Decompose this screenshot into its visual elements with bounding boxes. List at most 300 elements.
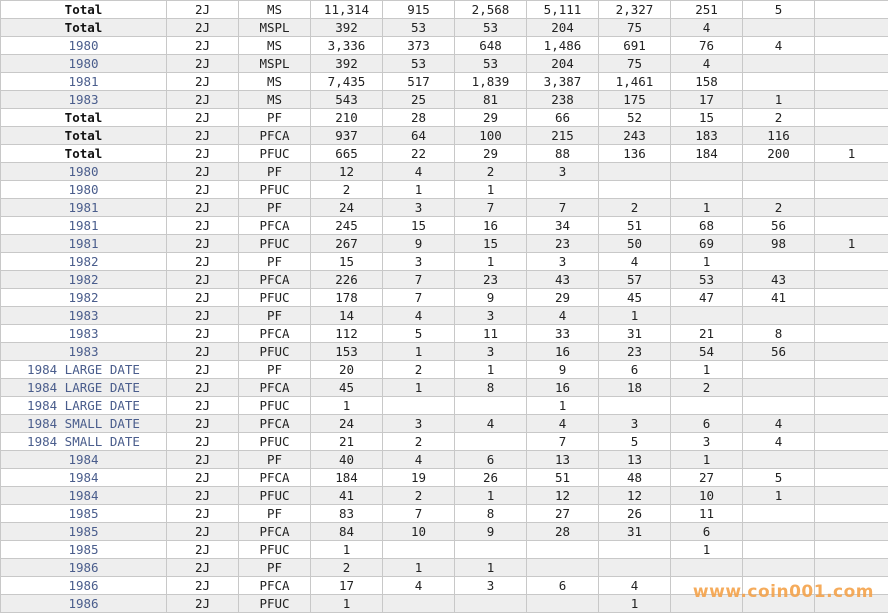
table-cell[interactable] — [743, 361, 815, 379]
table-cell[interactable]: 8 — [455, 379, 527, 397]
table-cell[interactable]: 4 — [527, 307, 599, 325]
table-cell[interactable]: 1983 — [1, 325, 167, 343]
table-cell[interactable]: 13 — [599, 451, 671, 469]
table-cell[interactable]: 175 — [599, 91, 671, 109]
table-cell[interactable] — [671, 559, 743, 577]
table-cell[interactable]: 9 — [383, 235, 455, 253]
table-cell[interactable] — [815, 109, 888, 127]
table-cell[interactable]: PFCA — [239, 379, 311, 397]
table-cell[interactable]: 22 — [383, 145, 455, 163]
table-cell[interactable]: 2J — [167, 199, 239, 217]
table-cell[interactable] — [815, 469, 888, 487]
table-cell[interactable]: PFCA — [239, 217, 311, 235]
table-cell[interactable]: 28 — [383, 109, 455, 127]
table-cell[interactable]: 8 — [455, 505, 527, 523]
table-cell[interactable]: 15 — [383, 217, 455, 235]
table-cell[interactable]: 2J — [167, 253, 239, 271]
table-cell[interactable]: 53 — [455, 55, 527, 73]
table-cell[interactable]: 23 — [527, 235, 599, 253]
table-cell[interactable]: 20 — [311, 361, 383, 379]
table-cell[interactable]: MSPL — [239, 19, 311, 37]
table-cell[interactable]: 204 — [527, 19, 599, 37]
table-cell[interactable]: 31 — [599, 523, 671, 541]
table-cell[interactable]: 226 — [311, 271, 383, 289]
table-cell[interactable]: 200 — [743, 145, 815, 163]
table-cell[interactable] — [815, 289, 888, 307]
table-cell[interactable]: 2J — [167, 541, 239, 559]
table-cell[interactable]: 3 — [455, 307, 527, 325]
table-cell[interactable] — [743, 379, 815, 397]
table-cell[interactable] — [815, 397, 888, 415]
table-cell[interactable]: 158 — [671, 73, 743, 91]
table-cell[interactable]: 4 — [383, 163, 455, 181]
table-cell[interactable]: 3,387 — [527, 73, 599, 91]
table-cell[interactable]: 8 — [743, 325, 815, 343]
table-cell[interactable] — [815, 163, 888, 181]
table-cell[interactable]: 25 — [383, 91, 455, 109]
table-cell[interactable] — [743, 397, 815, 415]
table-cell[interactable]: MS — [239, 1, 311, 19]
table-cell[interactable]: 7 — [383, 271, 455, 289]
table-cell[interactable]: 2J — [167, 577, 239, 595]
table-cell[interactable]: 1985 — [1, 505, 167, 523]
table-cell[interactable]: 16 — [527, 343, 599, 361]
table-cell[interactable]: 1,486 — [527, 37, 599, 55]
table-cell[interactable]: 7 — [455, 199, 527, 217]
table-cell[interactable]: 112 — [311, 325, 383, 343]
table-cell[interactable]: 34 — [527, 217, 599, 235]
table-cell[interactable]: 153 — [311, 343, 383, 361]
table-cell[interactable]: 69 — [671, 235, 743, 253]
table-cell[interactable]: 648 — [455, 37, 527, 55]
table-cell[interactable]: PFUC — [239, 595, 311, 613]
table-cell[interactable]: 1 — [743, 91, 815, 109]
table-cell[interactable]: 204 — [527, 55, 599, 73]
table-cell[interactable]: 2J — [167, 37, 239, 55]
table-cell[interactable] — [383, 397, 455, 415]
table-cell[interactable]: 2,568 — [455, 1, 527, 19]
table-cell[interactable]: 27 — [671, 469, 743, 487]
table-cell[interactable]: 1984 LARGE DATE — [1, 379, 167, 397]
table-cell[interactable]: 64 — [383, 127, 455, 145]
table-cell[interactable]: 1981 — [1, 73, 167, 91]
table-cell[interactable]: 3,336 — [311, 37, 383, 55]
table-cell[interactable]: 4 — [383, 451, 455, 469]
table-cell[interactable]: 392 — [311, 55, 383, 73]
table-cell[interactable]: 68 — [671, 217, 743, 235]
table-cell[interactable]: 1984 SMALL DATE — [1, 415, 167, 433]
table-cell[interactable]: 2J — [167, 271, 239, 289]
table-cell[interactable]: 1981 — [1, 217, 167, 235]
table-cell[interactable]: 184 — [671, 145, 743, 163]
table-cell[interactable]: MS — [239, 91, 311, 109]
table-cell[interactable]: 23 — [455, 271, 527, 289]
table-cell[interactable]: 1985 — [1, 523, 167, 541]
table-cell[interactable]: PFUC — [239, 235, 311, 253]
table-cell[interactable]: 2 — [383, 433, 455, 451]
table-cell[interactable]: 215 — [527, 127, 599, 145]
table-cell[interactable]: 1984 — [1, 487, 167, 505]
table-cell[interactable]: 1 — [455, 181, 527, 199]
table-cell[interactable]: 11 — [455, 325, 527, 343]
table-cell[interactable]: 26 — [455, 469, 527, 487]
table-cell[interactable] — [455, 595, 527, 613]
table-cell[interactable]: MSPL — [239, 55, 311, 73]
table-cell[interactable]: 7 — [383, 289, 455, 307]
table-cell[interactable] — [743, 163, 815, 181]
table-cell[interactable]: 9 — [455, 523, 527, 541]
table-cell[interactable] — [599, 541, 671, 559]
table-cell[interactable]: 2J — [167, 595, 239, 613]
table-cell[interactable]: Total — [1, 109, 167, 127]
table-cell[interactable]: 5 — [743, 469, 815, 487]
table-cell[interactable]: 1 — [311, 397, 383, 415]
table-cell[interactable]: 2J — [167, 181, 239, 199]
table-cell[interactable]: Total — [1, 1, 167, 19]
table-cell[interactable] — [815, 361, 888, 379]
table-cell[interactable]: 267 — [311, 235, 383, 253]
table-cell[interactable] — [815, 325, 888, 343]
table-cell[interactable]: 10 — [671, 487, 743, 505]
table-cell[interactable]: PF — [239, 559, 311, 577]
table-cell[interactable]: PF — [239, 361, 311, 379]
table-cell[interactable]: 24 — [311, 199, 383, 217]
table-cell[interactable]: 1 — [383, 181, 455, 199]
table-cell[interactable] — [455, 433, 527, 451]
table-cell[interactable]: 2J — [167, 235, 239, 253]
table-cell[interactable]: 11 — [671, 505, 743, 523]
table-cell[interactable] — [527, 559, 599, 577]
table-cell[interactable]: 31 — [599, 325, 671, 343]
table-cell[interactable]: 29 — [455, 109, 527, 127]
table-cell[interactable]: 1980 — [1, 37, 167, 55]
table-cell[interactable]: 2J — [167, 397, 239, 415]
table-cell[interactable]: PFCA — [239, 469, 311, 487]
table-cell[interactable]: 75 — [599, 19, 671, 37]
table-cell[interactable] — [743, 541, 815, 559]
table-cell[interactable]: PFUC — [239, 343, 311, 361]
table-cell[interactable]: 48 — [599, 469, 671, 487]
table-cell[interactable] — [599, 181, 671, 199]
table-cell[interactable]: 251 — [671, 1, 743, 19]
table-cell[interactable]: 1983 — [1, 91, 167, 109]
table-cell[interactable]: 28 — [527, 523, 599, 541]
table-cell[interactable] — [383, 595, 455, 613]
table-cell[interactable]: 2 — [311, 181, 383, 199]
table-cell[interactable] — [815, 541, 888, 559]
table-cell[interactable]: 1982 — [1, 289, 167, 307]
table-cell[interactable]: 2,327 — [599, 1, 671, 19]
table-cell[interactable]: 27 — [527, 505, 599, 523]
table-cell[interactable]: 1 — [671, 253, 743, 271]
table-cell[interactable]: 4 — [527, 415, 599, 433]
table-cell[interactable]: 2J — [167, 289, 239, 307]
table-cell[interactable]: 4 — [743, 433, 815, 451]
table-cell[interactable]: 2J — [167, 307, 239, 325]
table-cell[interactable]: 10 — [383, 523, 455, 541]
table-cell[interactable]: 43 — [527, 271, 599, 289]
table-cell[interactable]: 9 — [527, 361, 599, 379]
table-cell[interactable]: 1984 — [1, 451, 167, 469]
table-cell[interactable]: 17 — [311, 577, 383, 595]
table-cell[interactable]: 2J — [167, 361, 239, 379]
table-cell[interactable]: 14 — [311, 307, 383, 325]
table-cell[interactable]: 1983 — [1, 343, 167, 361]
table-cell[interactable] — [815, 1, 888, 19]
table-cell[interactable]: 19 — [383, 469, 455, 487]
table-cell[interactable]: 41 — [311, 487, 383, 505]
table-cell[interactable]: PFUC — [239, 289, 311, 307]
table-cell[interactable]: PFUC — [239, 433, 311, 451]
table-cell[interactable]: 84 — [311, 523, 383, 541]
table-cell[interactable]: 12 — [311, 163, 383, 181]
table-cell[interactable]: 1 — [815, 145, 888, 163]
table-cell[interactable]: 2J — [167, 433, 239, 451]
table-cell[interactable]: 1 — [527, 397, 599, 415]
table-cell[interactable]: 1986 — [1, 577, 167, 595]
table-cell[interactable]: 26 — [599, 505, 671, 523]
table-cell[interactable]: 665 — [311, 145, 383, 163]
table-cell[interactable]: 2J — [167, 91, 239, 109]
table-cell[interactable]: 1980 — [1, 55, 167, 73]
table-cell[interactable]: 33 — [527, 325, 599, 343]
table-cell[interactable]: 517 — [383, 73, 455, 91]
table-cell[interactable]: 1980 — [1, 181, 167, 199]
table-cell[interactable]: 2J — [167, 109, 239, 127]
table-cell[interactable] — [671, 307, 743, 325]
table-cell[interactable]: 1 — [455, 559, 527, 577]
table-cell[interactable]: 1 — [455, 253, 527, 271]
table-cell[interactable]: 1 — [455, 361, 527, 379]
table-cell[interactable]: 2 — [311, 559, 383, 577]
table-cell[interactable]: 1 — [311, 595, 383, 613]
table-cell[interactable]: PF — [239, 505, 311, 523]
table-cell[interactable]: 6 — [599, 361, 671, 379]
table-cell[interactable]: 2J — [167, 451, 239, 469]
table-cell[interactable]: 24 — [311, 415, 383, 433]
table-cell[interactable]: 43 — [743, 271, 815, 289]
table-cell[interactable]: 6 — [527, 577, 599, 595]
table-cell[interactable] — [815, 433, 888, 451]
table-cell[interactable]: 2J — [167, 523, 239, 541]
table-cell[interactable] — [815, 199, 888, 217]
table-cell[interactable] — [815, 91, 888, 109]
table-cell[interactable] — [527, 181, 599, 199]
table-cell[interactable]: 2J — [167, 73, 239, 91]
table-cell[interactable]: 1 — [671, 199, 743, 217]
table-cell[interactable]: 5 — [743, 1, 815, 19]
table-cell[interactable]: 1,839 — [455, 73, 527, 91]
table-cell[interactable]: Total — [1, 19, 167, 37]
table-cell[interactable]: 29 — [527, 289, 599, 307]
table-cell[interactable]: 210 — [311, 109, 383, 127]
table-cell[interactable]: 2J — [167, 469, 239, 487]
table-cell[interactable] — [671, 181, 743, 199]
table-cell[interactable]: 81 — [455, 91, 527, 109]
table-cell[interactable]: 3 — [455, 343, 527, 361]
table-cell[interactable]: 18 — [599, 379, 671, 397]
table-cell[interactable]: 2J — [167, 325, 239, 343]
table-cell[interactable]: 2J — [167, 127, 239, 145]
table-cell[interactable]: 3 — [383, 415, 455, 433]
table-cell[interactable] — [527, 595, 599, 613]
table-cell[interactable]: 2J — [167, 487, 239, 505]
table-cell[interactable] — [599, 163, 671, 181]
table-cell[interactable] — [815, 55, 888, 73]
table-cell[interactable]: PFUC — [239, 487, 311, 505]
table-cell[interactable] — [671, 163, 743, 181]
table-cell[interactable]: 2J — [167, 343, 239, 361]
table-cell[interactable]: 1982 — [1, 271, 167, 289]
table-cell[interactable]: 4 — [599, 577, 671, 595]
table-cell[interactable]: 2J — [167, 415, 239, 433]
table-cell[interactable]: PFUC — [239, 145, 311, 163]
table-cell[interactable]: 1986 — [1, 559, 167, 577]
table-cell[interactable]: 4 — [383, 577, 455, 595]
table-cell[interactable]: PFCA — [239, 523, 311, 541]
table-cell[interactable]: 4 — [455, 415, 527, 433]
table-cell[interactable]: 15 — [455, 235, 527, 253]
table-cell[interactable]: PF — [239, 199, 311, 217]
table-cell[interactable] — [743, 523, 815, 541]
table-cell[interactable]: 53 — [383, 19, 455, 37]
table-cell[interactable]: 937 — [311, 127, 383, 145]
table-cell[interactable]: 2J — [167, 505, 239, 523]
table-cell[interactable]: 21 — [671, 325, 743, 343]
table-cell[interactable]: 2 — [599, 199, 671, 217]
table-cell[interactable]: 4 — [599, 253, 671, 271]
table-cell[interactable]: 56 — [743, 217, 815, 235]
table-cell[interactable] — [815, 127, 888, 145]
table-cell[interactable]: 136 — [599, 145, 671, 163]
table-cell[interactable] — [815, 271, 888, 289]
table-cell[interactable]: 45 — [599, 289, 671, 307]
table-cell[interactable]: 1 — [671, 361, 743, 379]
table-cell[interactable]: 1 — [815, 235, 888, 253]
table-cell[interactable]: 3 — [383, 253, 455, 271]
table-cell[interactable]: 98 — [743, 235, 815, 253]
table-cell[interactable]: 2J — [167, 559, 239, 577]
table-cell[interactable] — [743, 55, 815, 73]
table-cell[interactable] — [815, 451, 888, 469]
table-cell[interactable]: 1984 LARGE DATE — [1, 397, 167, 415]
table-cell[interactable]: 183 — [671, 127, 743, 145]
table-cell[interactable] — [455, 397, 527, 415]
table-cell[interactable]: 3 — [527, 253, 599, 271]
table-cell[interactable]: 16 — [455, 217, 527, 235]
table-cell[interactable]: 66 — [527, 109, 599, 127]
table-cell[interactable]: 51 — [599, 217, 671, 235]
table-cell[interactable]: PFCA — [239, 325, 311, 343]
table-cell[interactable]: 57 — [599, 271, 671, 289]
table-cell[interactable]: 1986 — [1, 595, 167, 613]
table-cell[interactable]: 4 — [743, 415, 815, 433]
table-cell[interactable] — [815, 37, 888, 55]
table-cell[interactable]: PFCA — [239, 127, 311, 145]
table-cell[interactable]: 2J — [167, 55, 239, 73]
table-cell[interactable]: 83 — [311, 505, 383, 523]
table-cell[interactable]: 4 — [743, 37, 815, 55]
table-cell[interactable]: 7 — [383, 505, 455, 523]
table-cell[interactable]: 76 — [671, 37, 743, 55]
table-cell[interactable]: 2 — [383, 487, 455, 505]
table-cell[interactable] — [815, 181, 888, 199]
table-cell[interactable]: 2 — [743, 199, 815, 217]
table-cell[interactable]: 245 — [311, 217, 383, 235]
table-cell[interactable] — [815, 379, 888, 397]
table-cell[interactable]: 12 — [527, 487, 599, 505]
table-cell[interactable]: 1981 — [1, 199, 167, 217]
table-cell[interactable]: 100 — [455, 127, 527, 145]
table-cell[interactable]: 1,461 — [599, 73, 671, 91]
table-cell[interactable]: 184 — [311, 469, 383, 487]
table-cell[interactable] — [815, 307, 888, 325]
table-cell[interactable]: 15 — [671, 109, 743, 127]
table-cell[interactable]: Total — [1, 127, 167, 145]
table-cell[interactable]: 238 — [527, 91, 599, 109]
table-cell[interactable]: 1984 LARGE DATE — [1, 361, 167, 379]
table-cell[interactable]: 2 — [455, 163, 527, 181]
table-cell[interactable] — [815, 19, 888, 37]
table-cell[interactable]: 1 — [311, 541, 383, 559]
table-cell[interactable] — [743, 307, 815, 325]
table-cell[interactable]: 50 — [599, 235, 671, 253]
table-cell[interactable] — [815, 253, 888, 271]
table-cell[interactable] — [815, 217, 888, 235]
table-cell[interactable]: 52 — [599, 109, 671, 127]
table-cell[interactable]: 6 — [671, 523, 743, 541]
table-cell[interactable]: 17 — [671, 91, 743, 109]
table-cell[interactable] — [815, 559, 888, 577]
table-cell[interactable]: PF — [239, 451, 311, 469]
table-cell[interactable]: 41 — [743, 289, 815, 307]
table-cell[interactable]: 2J — [167, 145, 239, 163]
table-cell[interactable]: 12 — [599, 487, 671, 505]
table-cell[interactable]: MS — [239, 37, 311, 55]
table-cell[interactable]: 243 — [599, 127, 671, 145]
table-cell[interactable]: 1984 — [1, 469, 167, 487]
table-cell[interactable]: 15 — [311, 253, 383, 271]
table-cell[interactable]: 1 — [455, 487, 527, 505]
table-cell[interactable] — [815, 343, 888, 361]
table-cell[interactable] — [383, 541, 455, 559]
table-cell[interactable]: 2 — [671, 379, 743, 397]
table-cell[interactable]: 3 — [455, 577, 527, 595]
table-cell[interactable]: 29 — [455, 145, 527, 163]
table-cell[interactable]: 51 — [527, 469, 599, 487]
table-cell[interactable]: 1 — [383, 379, 455, 397]
table-cell[interactable]: 3 — [383, 199, 455, 217]
table-cell[interactable]: 1980 — [1, 163, 167, 181]
table-cell[interactable]: 9 — [455, 289, 527, 307]
table-cell[interactable]: Total — [1, 145, 167, 163]
table-cell[interactable] — [815, 73, 888, 91]
table-cell[interactable]: 1981 — [1, 235, 167, 253]
table-cell[interactable]: PF — [239, 307, 311, 325]
table-cell[interactable] — [815, 487, 888, 505]
table-cell[interactable]: 2 — [383, 361, 455, 379]
table-cell[interactable]: 5,111 — [527, 1, 599, 19]
table-cell[interactable]: 40 — [311, 451, 383, 469]
table-cell[interactable]: 7 — [527, 199, 599, 217]
table-cell[interactable]: 3 — [599, 415, 671, 433]
table-cell[interactable]: 543 — [311, 91, 383, 109]
table-cell[interactable]: 2J — [167, 1, 239, 19]
table-cell[interactable]: 1 — [599, 595, 671, 613]
table-cell[interactable] — [671, 397, 743, 415]
table-cell[interactable]: 2 — [743, 109, 815, 127]
table-cell[interactable]: 3 — [671, 433, 743, 451]
